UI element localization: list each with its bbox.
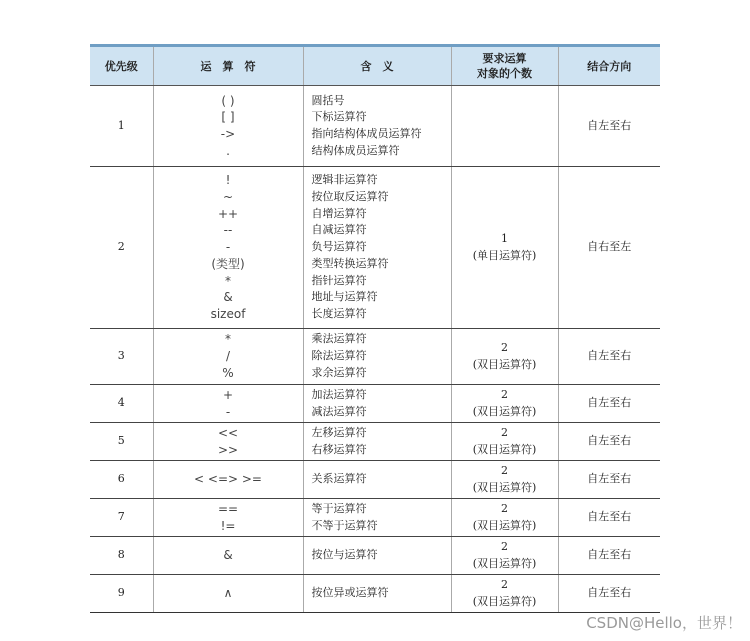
operator-precedence-table: [90, 44, 660, 613]
header-row: [90, 46, 660, 86]
table-row: [90, 575, 660, 613]
operator-meaning: 按位取反运算符: [311, 190, 389, 204]
operator-cell: [153, 499, 303, 537]
meaning-cell: [303, 329, 451, 385]
header-associativity: 结合方向: [558, 46, 660, 86]
operator-meaning: 不等于运算符: [311, 518, 378, 532]
operand-count-cell: [451, 329, 558, 385]
associativity-cell: 自右至左: [558, 167, 660, 329]
operand-count: 2: [501, 425, 508, 439]
operator-meaning: 圆括号: [311, 93, 345, 107]
table-row: [90, 86, 660, 167]
table-row: [90, 537, 660, 575]
operator-symbol: !: [225, 173, 231, 188]
table-row: [90, 423, 660, 461]
operator-meaning: 结构体成员运算符: [311, 143, 400, 157]
operand-count: 2: [501, 577, 508, 591]
operator-meaning: 除法运算符: [311, 349, 367, 363]
meaning-cell: [303, 537, 451, 575]
operator-meaning: 等于运算符: [311, 501, 367, 515]
operator-meaning: 地址与运算符: [311, 290, 378, 304]
table-row: [90, 167, 660, 329]
operand-count: 2: [501, 340, 508, 354]
operand-count-note: (双目运算符): [472, 442, 537, 456]
operand-count: 2: [501, 539, 508, 553]
header-operand-count-line2: 对象的个数: [477, 67, 532, 80]
operand-count: 2: [501, 501, 508, 515]
table-row: [90, 385, 660, 423]
operator-symbol: ∧: [223, 586, 233, 601]
operand-count-cell: [451, 537, 558, 575]
operator-cell: [153, 461, 303, 499]
meaning-cell: [303, 167, 451, 329]
operator-symbol: &: [223, 548, 233, 563]
meaning-cell: [303, 86, 451, 167]
operator-symbol: ++: [217, 206, 239, 221]
operator-meaning: 关系运算符: [311, 472, 367, 486]
operator-meaning: 加法运算符: [311, 387, 367, 401]
operator-cell: [153, 423, 303, 461]
operator-symbol: --: [223, 223, 233, 238]
operand-count-note: (双目运算符): [472, 556, 537, 570]
operator-symbol: -: [225, 404, 231, 419]
operator-symbol: +: [222, 387, 234, 402]
meaning-cell: [303, 423, 451, 461]
operator-meaning: 减法运算符: [311, 404, 367, 418]
operand-count-note: (双目运算符): [472, 357, 537, 371]
associativity-cell: 自左至右: [558, 385, 660, 423]
operator-meaning: 左移运算符: [311, 425, 367, 439]
operand-count-cell: [451, 499, 558, 537]
operator-meaning: 按位与运算符: [311, 548, 378, 562]
priority-cell: 3: [90, 329, 153, 385]
operator-symbol: >>: [217, 442, 239, 457]
operand-count-cell: [451, 167, 558, 329]
operator-symbol: < <=> >=: [194, 472, 262, 487]
priority-cell: 7: [90, 499, 153, 537]
operator-meaning: 求余运算符: [311, 365, 367, 379]
operand-count: 2: [501, 463, 508, 477]
header-operand-count: [451, 46, 558, 86]
operator-meaning: 长度运算符: [311, 306, 367, 320]
operand-count-note: (双目运算符): [472, 480, 537, 494]
header-operator: 运 算 符: [153, 46, 303, 86]
operator-cell: [153, 167, 303, 329]
header-meaning: 含 义: [303, 46, 451, 86]
operator-symbol: ( ): [221, 93, 235, 108]
operator-cell: [153, 575, 303, 613]
priority-cell: 9: [90, 575, 153, 613]
operator-symbol: (类型): [211, 256, 245, 271]
operator-meaning: 自增运算符: [311, 206, 367, 220]
table-row: [90, 499, 660, 537]
associativity-cell: 自左至右: [558, 537, 660, 575]
operator-meaning: 负号运算符: [311, 240, 367, 254]
associativity-cell: 自左至右: [558, 499, 660, 537]
priority-cell: 2: [90, 167, 153, 329]
header-operand-count-line1: 要求运算: [482, 52, 527, 65]
meaning-cell: [303, 385, 451, 423]
meaning-cell: [303, 461, 451, 499]
operand-count: 2: [501, 387, 508, 401]
operator-meaning: 逻辑非运算符: [311, 173, 378, 187]
operator-symbol: <<: [217, 425, 239, 440]
priority-cell: 8: [90, 537, 153, 575]
operand-count-note: (双目运算符): [472, 594, 537, 608]
operand-count-cell: [451, 423, 558, 461]
operator-meaning: 乘法运算符: [311, 332, 367, 346]
priority-cell: 4: [90, 385, 153, 423]
associativity-cell: 自左至右: [558, 575, 660, 613]
table-row: [90, 461, 660, 499]
header-priority: 优先级: [90, 46, 153, 86]
operator-symbol: sizeof: [210, 306, 246, 321]
operator-meaning: 下标运算符: [311, 110, 367, 124]
operator-cell: [153, 385, 303, 423]
operator-meaning: 按位异或运算符: [311, 586, 389, 600]
priority-cell: 6: [90, 461, 153, 499]
operator-symbol: -: [225, 240, 231, 255]
operator-symbol: [ ]: [221, 110, 235, 125]
operator-symbol: !=: [220, 518, 236, 533]
operator-cell: [153, 537, 303, 575]
operator-symbol: *: [225, 273, 231, 288]
operator-meaning: 指针运算符: [311, 273, 367, 287]
operand-count-cell: [451, 461, 558, 499]
operator-cell: [153, 329, 303, 385]
operator-cell: [153, 86, 303, 167]
operator-symbol: ==: [217, 501, 239, 516]
associativity-cell: 自左至右: [558, 329, 660, 385]
operator-meaning: 指向结构体成员运算符: [311, 127, 422, 140]
operator-meaning: 右移运算符: [311, 442, 367, 456]
associativity-cell: 自左至右: [558, 461, 660, 499]
operator-symbol: &: [223, 290, 233, 305]
associativity-cell: 自左至右: [558, 423, 660, 461]
operand-count-note: (双目运算符): [472, 518, 537, 532]
table-body: [90, 86, 660, 613]
table-header: [90, 46, 660, 86]
meaning-cell: [303, 499, 451, 537]
operator-symbol: ~: [222, 190, 234, 205]
table-row: [90, 329, 660, 385]
meaning-cell: [303, 575, 451, 613]
priority-cell: 5: [90, 423, 153, 461]
operator-symbol: ->: [220, 127, 236, 141]
operand-count: 1: [501, 231, 508, 245]
operator-symbol: *: [225, 332, 231, 347]
operator-symbol: /: [225, 349, 231, 364]
operand-count-cell: [451, 575, 558, 613]
operand-count-note: (单目运算符): [472, 248, 537, 262]
priority-cell: 1: [90, 86, 153, 167]
operand-count-cell: [451, 86, 558, 167]
operator-meaning: 类型转换运算符: [311, 256, 389, 270]
associativity-cell: 自左至右: [558, 86, 660, 167]
watermark: CSDN@Hello，世界！: [586, 614, 742, 632]
operator-meaning: 自减运算符: [311, 223, 367, 237]
operator-symbol: .: [226, 143, 230, 158]
operand-count-note: (双目运算符): [472, 404, 537, 418]
operand-count-cell: [451, 385, 558, 423]
operator-symbol: %: [222, 365, 234, 380]
